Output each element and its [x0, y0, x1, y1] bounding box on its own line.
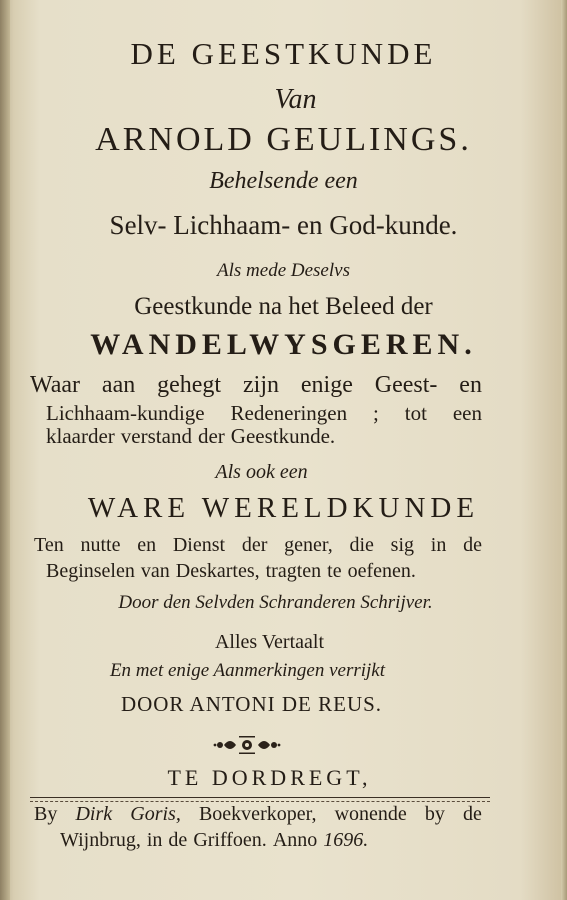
word: ;: [373, 401, 379, 425]
word: sig: [390, 534, 415, 556]
author-credit: Door den Selvden Schranderen Schrijver.: [118, 592, 433, 613]
word: enige: [300, 372, 353, 398]
word: de: [168, 829, 188, 851]
word: Wijnbrug,: [60, 829, 141, 851]
imprint-line-2: [60, 829, 374, 852]
subtitle-line-6: Als ook een: [215, 461, 308, 483]
word: Beginselen: [46, 560, 135, 582]
word: verstand: [120, 424, 192, 448]
imprint-line-1: [34, 803, 482, 826]
word: Goris,: [130, 803, 181, 825]
printer-ornament: [212, 734, 282, 756]
word: gehegt: [157, 372, 222, 398]
word: Redeneringen: [230, 401, 348, 425]
title-line-1: DE GEESTKUNDE: [130, 36, 437, 71]
translation-note: Alles Vertaalt: [214, 631, 325, 653]
subtitle-line-3: Als mede Deselvs: [217, 260, 350, 281]
word: Boekverkoper,: [198, 803, 317, 825]
paragraph-line-4: [34, 534, 482, 557]
word: klaarder: [46, 424, 115, 448]
word: Deskartes,: [175, 560, 260, 582]
subtitle-line-2: Selv- Lichhaam- en God-kunde.: [109, 210, 458, 240]
word: der: [241, 534, 268, 556]
paragraph-line-5: [46, 560, 422, 583]
word: in: [146, 829, 163, 851]
subtitle-line-7: WARE WERELDKUNDE: [87, 492, 480, 524]
word: tot: [404, 401, 427, 425]
word: Lichhaam-kundige: [46, 401, 205, 425]
word: van: [140, 560, 170, 582]
imprint-rule-dotted: [30, 801, 490, 802]
word: Dirk: [75, 803, 113, 825]
word: zijn: [243, 372, 279, 398]
word: wonende: [334, 803, 407, 825]
word: en: [459, 372, 482, 398]
word: nutte: [80, 534, 121, 556]
subtitle-line-4: Geestkunde na het Beleed der: [134, 293, 433, 320]
word: een: [452, 401, 482, 425]
paragraph-line-2: [46, 401, 482, 426]
paragraph-line-1: [30, 372, 482, 399]
word: Ten: [34, 534, 64, 556]
word: tragten: [265, 560, 322, 582]
word: Geestkunde.: [230, 424, 336, 448]
word: te: [327, 560, 342, 582]
paragraph-line-3: [46, 424, 341, 449]
subtitle-line-5: WANDELWYSGEREN.: [90, 328, 477, 361]
word: der: [197, 424, 225, 448]
word: gener,: [284, 534, 333, 556]
word: die: [349, 534, 374, 556]
word: Waar: [30, 372, 81, 398]
title-line-2: Van: [274, 84, 317, 115]
word: de: [463, 534, 482, 556]
word: 1696.: [323, 829, 369, 851]
word: by: [424, 803, 445, 825]
annotation-note: En met enige Aanmerkingen verrijkt: [109, 660, 386, 681]
subtitle-line-1: Behelsende een: [209, 168, 358, 194]
word: Dienst: [172, 534, 226, 556]
word: aan: [101, 372, 136, 398]
imprint-place: TE DORDREGT,: [167, 765, 372, 790]
author-name: ARNOLD GEULINGS.: [95, 121, 472, 158]
word: Geest-: [374, 372, 438, 398]
word: de: [463, 803, 482, 825]
word: By: [34, 803, 58, 825]
translator-credit: DOOR ANTONI DE REUS.: [120, 692, 383, 716]
word: Anno: [272, 829, 318, 851]
word: oefenen.: [347, 560, 416, 582]
word: en: [137, 534, 157, 556]
word: in: [430, 534, 447, 556]
imprint-rule: [30, 797, 490, 798]
word: Griffoen.: [193, 829, 267, 851]
